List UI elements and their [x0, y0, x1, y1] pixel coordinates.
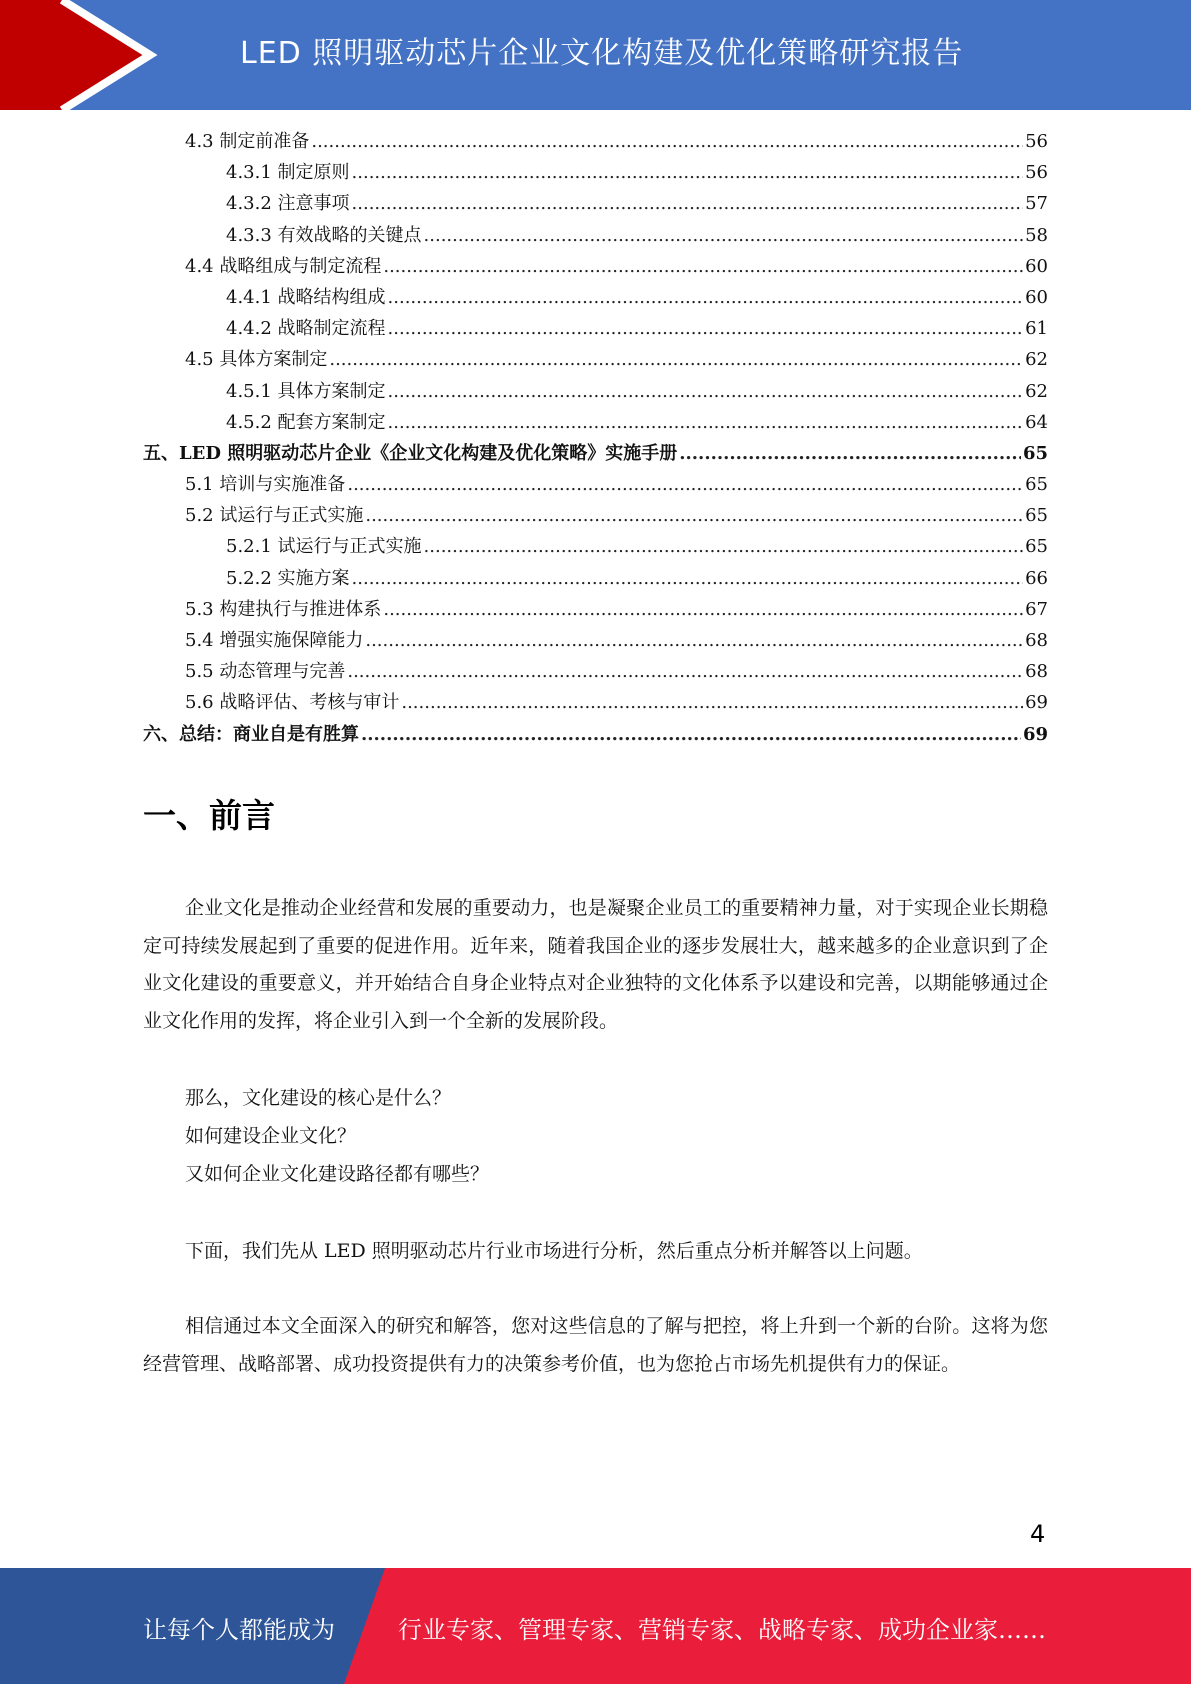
toc-entry[interactable] [143, 501, 1048, 532]
analysis-paragraph: 下面，我们先从 LED 照明驱动芯片行业市场进行分析，然后重点分析并解答以上问题。 [185, 1240, 923, 1262]
toc-entry-label: 5.3 构建执行与推进体系 [185, 598, 382, 620]
toc-dot-leader [383, 599, 1023, 620]
toc-dot-leader [388, 381, 1024, 402]
toc-dot-leader [365, 630, 1023, 651]
toc-entry[interactable] [143, 408, 1048, 439]
toc-entry-page: 61 [1025, 318, 1048, 340]
closing-paragraph: 相信通过本文全面深入的研究和解答，您对这些信息的了解与把控，将上升到一个新的台阶。这将为您经营管理、战略部署、成功投资提供有力的决策参考价值，也为您抢占市场先机提供有力的保证。 [143, 1315, 1048, 1375]
toc-entry-page: 60 [1025, 286, 1048, 308]
toc-dot-leader [401, 692, 1023, 713]
toc-entry-label: 5.5 动态管理与完善 [185, 661, 346, 683]
toc-entry[interactable] [143, 657, 1048, 688]
toc-entry-label: 5.2 试运行与正式实施 [185, 505, 364, 527]
toc-entry[interactable] [143, 470, 1048, 501]
toc-entry[interactable] [143, 720, 1048, 751]
toc-dot-leader [347, 474, 1023, 495]
toc-entry-label: 5.6 战略评估、考核与审计 [185, 692, 400, 714]
footer-slogan-right: 行业专家、管理专家、营销专家、战略专家、成功企业家…… [398, 1616, 1046, 1644]
intro-paragraph: 企业文化是推动企业经营和发展的重要动力，也是凝聚企业员工的重要精神力量，对于实现企业长期稳定可持续发展起到了重要的促进作用。近年来，随着我国企业的逐步发展壮大，越来越多的企业意识到了企业文化建设的重要意义，并开始结合自身企业特点对企业独特的文化体系予以建设和完善，以期能够通过企业文化作用的发挥，将企业引入到一个全新的发展阶段。 [143, 897, 1048, 1032]
section-heading: 一、前言 [143, 796, 275, 835]
toc-entry[interactable] [143, 377, 1048, 408]
toc-dot-leader [388, 318, 1024, 339]
toc-dot-leader [388, 287, 1024, 308]
toc-entry-page: 57 [1025, 193, 1048, 215]
header-title: LED 照明驱动芯片企业文化构建及优化策略研究报告 [240, 36, 964, 71]
toc-entry[interactable] [143, 345, 1048, 376]
toc-entry-page: 56 [1025, 131, 1048, 152]
question-line: 那么，文化建设的核心是什么？ [185, 1087, 452, 1109]
toc-entry[interactable] [143, 626, 1048, 657]
toc-entry-page: 62 [1025, 349, 1048, 371]
toc-dot-leader [388, 412, 1024, 433]
toc-entry-page: 67 [1025, 598, 1048, 620]
toc-entry-label: 4.4.1 战略结构组成 [226, 286, 386, 308]
toc-entry-page: 69 [1025, 692, 1048, 714]
toc-entry[interactable] [143, 532, 1048, 563]
toc-entry-label: 5.4 增强实施保障能力 [185, 630, 364, 651]
toc-entry[interactable] [143, 189, 1048, 220]
toc-entry-page: 58 [1025, 224, 1048, 246]
toc-entry[interactable] [143, 127, 1048, 158]
page-header [0, 0, 1191, 110]
toc-entry[interactable] [143, 595, 1048, 626]
toc-entry-page: 65 [1025, 505, 1048, 527]
toc-entry-label: 5.1 培训与实施准备 [185, 474, 346, 496]
question-line: 如何建设企业文化？ [185, 1125, 357, 1147]
toc-entry-page: 64 [1025, 411, 1048, 433]
toc-entry-page: 65 [1022, 442, 1048, 464]
toc-entry-page: 62 [1025, 380, 1048, 402]
toc-entry-label: 5.2.1 试运行与正式实施 [226, 536, 422, 558]
toc-entry[interactable] [143, 252, 1048, 283]
header-arrow-decoration [0, 0, 200, 110]
toc-dot-leader [352, 568, 1024, 589]
toc-dot-leader [679, 443, 1021, 464]
toc-entry-label: 4.5.1 具体方案制定 [226, 380, 386, 402]
toc-entry-page: 68 [1025, 630, 1048, 651]
page-footer [0, 1568, 1191, 1684]
toc-entry[interactable] [143, 314, 1048, 345]
toc-entry-label: 六、总结：商业自是有胜算 [143, 723, 359, 745]
footer-slogan-left: 让每个人都能成为 [143, 1616, 335, 1644]
toc-entry[interactable] [143, 221, 1048, 252]
toc-entry[interactable] [143, 158, 1048, 189]
toc-dot-leader [311, 131, 1023, 152]
toc-entry-page: 65 [1025, 536, 1048, 558]
toc-entry-label: 4.4.2 战略制定流程 [226, 318, 386, 340]
toc-dot-leader [352, 193, 1024, 214]
toc-entry-label: 4.3.3 有效战略的关键点 [226, 224, 422, 246]
toc-entry-page: 69 [1022, 723, 1048, 745]
toc-entry[interactable] [143, 283, 1048, 314]
toc-dot-leader [365, 505, 1023, 526]
toc-entry-label: 4.3.1 制定原则 [226, 162, 350, 184]
toc-entry-page: 68 [1025, 661, 1048, 683]
toc-entry-label: 五、LED 照明驱动芯片企业《企业文化构建及优化策略》实施手册 [143, 442, 678, 464]
toc-entry-label: 4.3 制定前准备 [185, 131, 310, 152]
toc-entry-page: 65 [1025, 474, 1048, 496]
toc-entry-page: 60 [1025, 255, 1048, 277]
toc-entry[interactable] [143, 564, 1048, 595]
toc-dot-leader [424, 225, 1024, 246]
page-number: 4 [1030, 1520, 1046, 1548]
toc-entry-label: 5.2.2 实施方案 [226, 567, 350, 589]
toc-dot-leader [424, 536, 1024, 557]
toc-entry-page: 56 [1025, 162, 1048, 184]
toc-entry-label: 4.5.2 配套方案制定 [226, 411, 386, 433]
toc-entry[interactable] [143, 688, 1048, 719]
toc-dot-leader [352, 162, 1024, 183]
toc-entry-label: 4.5 具体方案制定 [185, 349, 328, 371]
toc-entry-label: 4.4 战略组成与制定流程 [185, 255, 382, 277]
toc-entry-page: 66 [1025, 567, 1048, 589]
question-line: 又如何企业文化建设路径都有哪些？ [185, 1163, 490, 1185]
toc-dot-leader [361, 724, 1021, 745]
toc-entry-label: 4.3.2 注意事项 [226, 193, 350, 215]
toc-dot-leader [329, 349, 1023, 370]
toc-dot-leader [347, 661, 1023, 682]
table-of-contents [143, 127, 1048, 751]
toc-entry[interactable] [143, 439, 1048, 470]
toc-dot-leader [383, 256, 1023, 277]
